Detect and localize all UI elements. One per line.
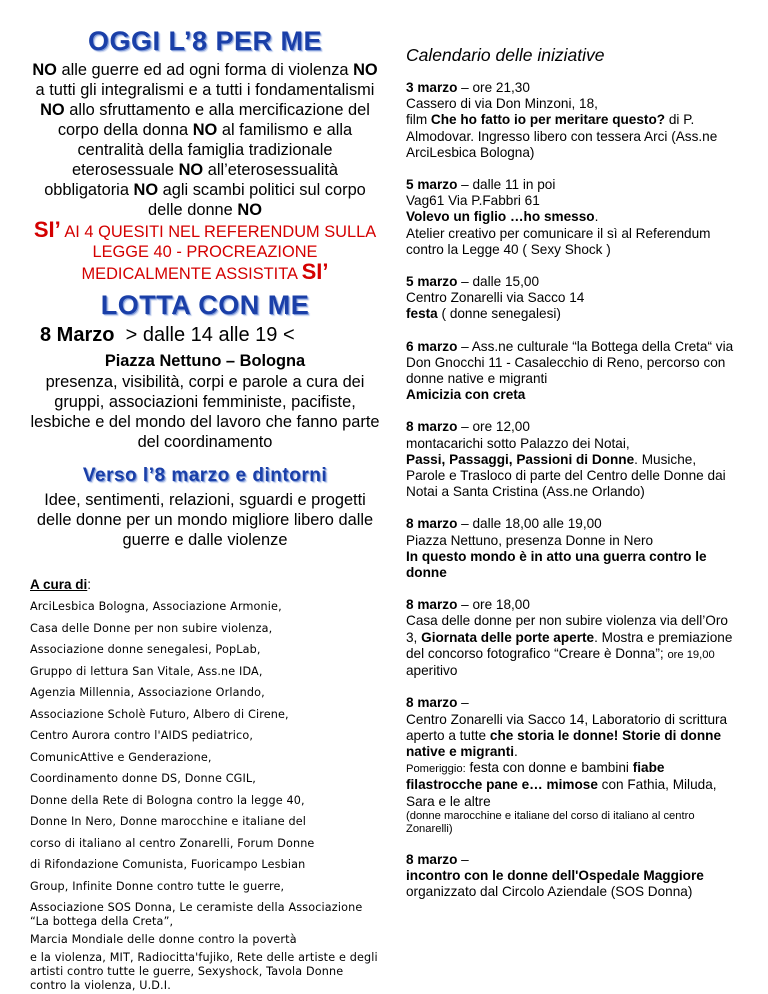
ideas-text: Idee, sentimenti, relazioni, sguardi e progetti delle donne per un mondo migliore libero dalle guerre e dalle violenze (36, 491, 374, 549)
event-item: 8 marzo – Centro Zonarelli via Sacco 14, Laboratorio di scrittura aperto a tutte che storia le donne! Storie di donne native e migranti. Pomeriggio: festa con donne e bambini fiabe filastrocche pane e… mimose con Fathia, Miluda, Sara e le altre (donne marocchine e italiane del corso di italiano al centro Zonarelli) (406, 695, 728, 835)
event-item: 8 marzo – ore 12,00 montacarichi sotto Palazzo dei Notai, Passi, Passaggi, Passioni di Donne. Musiche, Parole e Trasloco di parte del Centro delle Donne dai Notai a Santa Cristina (Ass.ne Orlando) (406, 419, 726, 500)
calendar-column (406, 44, 736, 901)
banner-lotta: LOTTA CON ME (100, 290, 310, 320)
event-item: 8 marzo – dalle 18,00 alle 19,00 Piazza Nettuno, presenza Donne in Nero In questo mondo è in atto una guerra contro le donne (406, 516, 707, 581)
banner-oggi: OGGI L’8 PER ME (87, 26, 323, 56)
left-column (30, 26, 380, 993)
event-item: 3 marzo – ore 21,30 Cassero di via Don Minzoni, 18, film Che ho fatto io per meritare questo? di P. Almodovar. Ingresso libero con tessera Arci (Ass.ne ArciLesbica Bologna) (406, 80, 718, 160)
event-date-line: 8 Marzo > dalle 14 alle 19 < (40, 324, 295, 346)
event-item: 5 marzo – dalle 15,00 Centro Zonarelli via Sacco 14 festa ( donne senegalesi) (406, 274, 585, 322)
manifesto-text: NO alle guerre ed ad ogni forma di violenza NO a tutti gli integralismi e a tutti i fondamentalismi NO allo sfruttamento e alla mercificazione del corpo della donna NO al familismo e alla centralità della famiglia tradizionale eterosessuale NO all’eterosessualità obbligatoria NO agli scambi politici sul corpo delle donne NO (32, 61, 378, 219)
event-item: 6 marzo – Ass.ne culturale “la Bottega della Creta“ via Don Gnocchi 11 - Casalecchio di Reno, percorso con donne native e migranti Amicizia con creta (406, 338, 734, 403)
event-item: 5 marzo – dalle 11 in poi Vag61 Via P.Fabbri 61 Volevo un figlio …ho smesso. Atelier creativo per comunicare il sì al Referendum contro la Legge 40 ( Sexy Shock ) (406, 177, 711, 257)
event-item: 8 marzo – ore 18,00 Casa delle donne per non subire violenza via dell’Oro 3, Giornata delle porte aperte. Mostra e premiazione del concorso fotografico “Creare è Donna”; ore 19,00 aperitivo (406, 597, 733, 679)
referendum-text: SI’ AI 4 QUESITI NEL REFERENDUM SULLA LEGGE 40 - PROCREAZIONE MEDICALMENTE ASSISTITA SI’ (33, 217, 377, 284)
event-item: 8 marzo – incontro con le donne dell'Ospedale Maggiore organizzato dal Circolo Aziendale (SOS Donna) (406, 851, 704, 900)
cura-heading: A cura di: (30, 577, 92, 592)
event-place: Piazza Nettuno – Bologna (104, 352, 306, 370)
banner-verso: Verso l’8 marzo e dintorni (82, 465, 328, 486)
organizers-list: ArciLesbica Bologna, Associazione Armonie, Casa delle Donne per non subire violenza, Associazione donne senegalesi, PopLab, Gruppo di lettura San Vitale, Ass.ne IDA, Agenzia Millennia, Associazione Orlando, Associazione Scholè Futuro, Albero di Cirene, Centro Aurora contro l'AIDS pediatrico, ComunicAttive e Genderazione, Coordinamento donne DS, Donne CGIL, Donne della Rete di Bologna contro la legge 40, Donne In Nero, Donne marocchine e italiane del corso di italiano al centro Zonarelli, Forum Donne di Rifondazione Comunista, Fuoricampo Lesbian Group, Infinite Donne contro tutte le guerre, Associazione SOS Donna, Le ceramiste della Associazione “La bottega della Creta”, Marcia Mondiale delle donne contro la povertà e la violenza, MIT, Radiocitta'fujiko, Rete delle artiste e degli artisti contro tutte le guerre, Sexyshock, Tavola Donne contro la violenza, U.D.I. (30, 600, 378, 992)
presence-text: presenza, visibilità, corpi e parole a cura dei gruppi, associazioni femministe, pacifiste, lesbiche e del mondo del lavoro che fanno parte del coordinamento (30, 373, 380, 451)
calendar-title: Calendario delle iniziative (406, 45, 605, 65)
